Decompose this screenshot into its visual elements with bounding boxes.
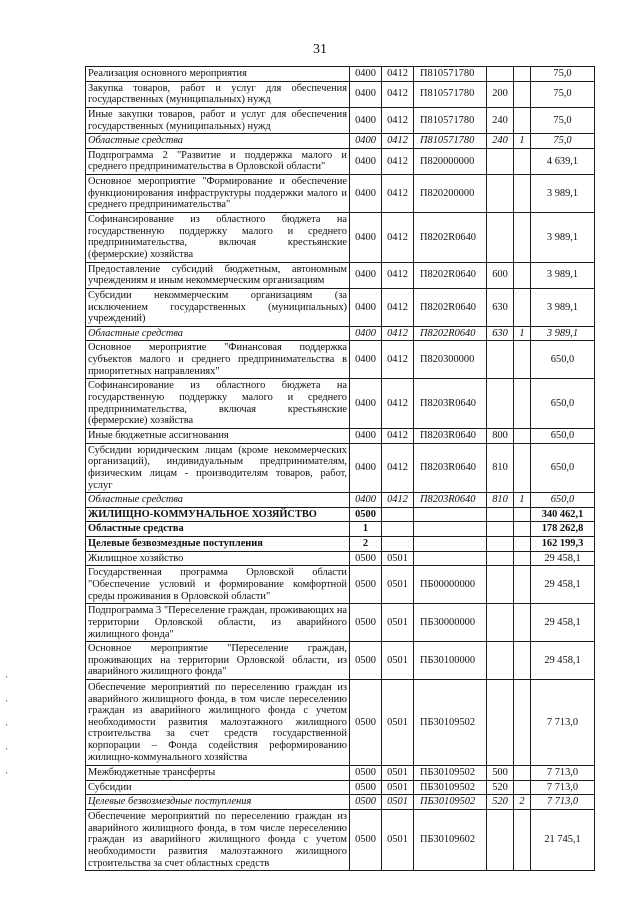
amount-cell: 3 989,1 bbox=[531, 175, 595, 213]
funding-source-cell bbox=[514, 780, 531, 795]
expense-type-cell: 520 bbox=[487, 795, 514, 810]
subsection-cell: 0501 bbox=[382, 680, 414, 766]
section-cell: 0500 bbox=[350, 780, 382, 795]
expense-type-cell: 240 bbox=[487, 134, 514, 149]
subsection-cell: 0501 bbox=[382, 642, 414, 680]
funding-source-cell bbox=[514, 551, 531, 566]
amount-cell: 75,0 bbox=[531, 81, 595, 107]
section-cell: 0500 bbox=[350, 604, 382, 642]
subsection-cell: 0501 bbox=[382, 566, 414, 604]
amount-cell: 7 713,0 bbox=[531, 795, 595, 810]
page-number: 31 bbox=[313, 42, 327, 57]
section-cell: 0500 bbox=[350, 566, 382, 604]
subsection-cell: 0501 bbox=[382, 795, 414, 810]
funding-source-cell bbox=[514, 81, 531, 107]
funding-source-cell bbox=[514, 537, 531, 552]
subsection-cell: 0412 bbox=[382, 67, 414, 82]
table-row bbox=[86, 537, 595, 552]
amount-cell: 3 989,1 bbox=[531, 326, 595, 341]
funding-source-cell bbox=[514, 175, 531, 213]
funding-source-cell bbox=[514, 341, 531, 379]
target-code-cell: П810571780 bbox=[414, 107, 487, 133]
subsection-cell: 0412 bbox=[382, 493, 414, 508]
target-code-cell: П8203R0640 bbox=[414, 493, 487, 508]
table-row bbox=[86, 107, 595, 133]
target-code-cell: ПБ00000000 bbox=[414, 566, 487, 604]
row-name-cell: Основное мероприятие "Формирование и обеспечение функционирования инфраструктуры поддержки малого и среднего предпринимательства" bbox=[86, 175, 350, 213]
row-name-cell: Софинансирование из областного бюджета на государственную поддержку малого и среднего предпринимательства, включая крестьянские (фермерские) хозяйства bbox=[86, 379, 350, 429]
amount-cell: 21 745,1 bbox=[531, 810, 595, 871]
expense-type-cell: 520 bbox=[487, 780, 514, 795]
target-code-cell: ПБ30109502 bbox=[414, 766, 487, 781]
table-row bbox=[86, 326, 595, 341]
table-row bbox=[86, 67, 595, 82]
section-cell: 0400 bbox=[350, 107, 382, 133]
section-cell: 0500 bbox=[350, 810, 382, 871]
subsection-cell bbox=[382, 522, 414, 537]
amount-cell: 4 639,1 bbox=[531, 148, 595, 174]
table-row bbox=[86, 766, 595, 781]
section-cell: 0400 bbox=[350, 379, 382, 429]
funding-source-cell bbox=[514, 766, 531, 781]
table-row bbox=[86, 551, 595, 566]
amount-cell: 7 713,0 bbox=[531, 766, 595, 781]
row-name-cell: Областные средства bbox=[86, 493, 350, 508]
funding-source-cell bbox=[514, 262, 531, 288]
target-code-cell bbox=[414, 522, 487, 537]
amount-cell: 178 262,8 bbox=[531, 522, 595, 537]
funding-source-cell bbox=[514, 680, 531, 766]
subsection-cell: 0412 bbox=[382, 443, 414, 493]
funding-source-cell bbox=[514, 604, 531, 642]
expense-type-cell: 800 bbox=[487, 428, 514, 443]
table-row bbox=[86, 566, 595, 604]
expense-type-cell: 810 bbox=[487, 443, 514, 493]
amount-cell: 162 199,3 bbox=[531, 537, 595, 552]
section-cell: 0400 bbox=[350, 81, 382, 107]
section-cell: 0400 bbox=[350, 493, 382, 508]
table-row bbox=[86, 780, 595, 795]
section-cell: 1 bbox=[350, 522, 382, 537]
amount-cell: 3 989,1 bbox=[531, 262, 595, 288]
table-row bbox=[86, 379, 595, 429]
funding-source-cell bbox=[514, 443, 531, 493]
amount-cell: 7 713,0 bbox=[531, 780, 595, 795]
section-cell: 0400 bbox=[350, 262, 382, 288]
funding-source-cell bbox=[514, 67, 531, 82]
row-name-cell: Софинансирование из областного бюджета на государственную поддержку малого и среднего предпринимательства, включая крестьянские (фермерские) хозяйства bbox=[86, 213, 350, 263]
row-name-cell: Иные бюджетные ассигнования bbox=[86, 428, 350, 443]
target-code-cell: П810571780 bbox=[414, 134, 487, 149]
table-row bbox=[86, 148, 595, 174]
subsection-cell: 0412 bbox=[382, 428, 414, 443]
amount-cell: 29 458,1 bbox=[531, 566, 595, 604]
amount-cell: 650,0 bbox=[531, 443, 595, 493]
amount-cell: 7 713,0 bbox=[531, 680, 595, 766]
funding-source-cell bbox=[514, 148, 531, 174]
amount-cell: 650,0 bbox=[531, 428, 595, 443]
amount-cell: 75,0 bbox=[531, 67, 595, 82]
subsection-cell: 0412 bbox=[382, 262, 414, 288]
table-row bbox=[86, 810, 595, 871]
section-cell: 0400 bbox=[350, 443, 382, 493]
target-code-cell: П8202R0640 bbox=[414, 288, 487, 326]
amount-cell: 75,0 bbox=[531, 134, 595, 149]
row-name-cell: Жилищное хозяйство bbox=[86, 551, 350, 566]
expense-type-cell bbox=[487, 680, 514, 766]
amount-cell: 29 458,1 bbox=[531, 642, 595, 680]
funding-source-cell bbox=[514, 507, 531, 522]
funding-source-cell: 1 bbox=[514, 134, 531, 149]
target-code-cell: ПБ30109502 bbox=[414, 795, 487, 810]
row-name-cell: Подпрограмма 2 "Развитие и поддержка малого и среднего предпринимательства в Орловской области" bbox=[86, 148, 350, 174]
expense-type-cell bbox=[487, 566, 514, 604]
row-name-cell: Субсидии юридическим лицам (кроме некоммерческих организаций), индивидуальным предпринимателям, физическим лицам - производителям товаров, работ, услуг bbox=[86, 443, 350, 493]
section-cell: 0400 bbox=[350, 341, 382, 379]
row-name-cell: Межбюджетные трансферты bbox=[86, 766, 350, 781]
subsection-cell: 0501 bbox=[382, 810, 414, 871]
funding-source-cell bbox=[514, 107, 531, 133]
funding-source-cell bbox=[514, 379, 531, 429]
row-name-cell: Обеспечение мероприятий по переселению граждан из аварийного жилищного фонда, в том числе переселению граждан из аварийного жилищного фонда с учетом необходимости развития малоэтажного жилищного строительства за счет областных средств bbox=[86, 810, 350, 871]
row-name-cell: Предоставление субсидий бюджетным, автономным учреждениям и иным некоммерческим организациям bbox=[86, 262, 350, 288]
funding-source-cell bbox=[514, 642, 531, 680]
row-name-cell: Областные средства bbox=[86, 134, 350, 149]
table-row bbox=[86, 288, 595, 326]
section-cell: 0500 bbox=[350, 680, 382, 766]
target-code-cell: ПБ30000000 bbox=[414, 604, 487, 642]
target-code-cell: П820300000 bbox=[414, 341, 487, 379]
expense-type-cell: 810 bbox=[487, 493, 514, 508]
subsection-cell: 0412 bbox=[382, 148, 414, 174]
section-cell: 0500 bbox=[350, 795, 382, 810]
subsection-cell: 0412 bbox=[382, 107, 414, 133]
subsection-cell: 0412 bbox=[382, 213, 414, 263]
funding-source-cell bbox=[514, 428, 531, 443]
subsection-cell: 0501 bbox=[382, 551, 414, 566]
target-code-cell bbox=[414, 551, 487, 566]
table-row bbox=[86, 341, 595, 379]
expense-type-cell bbox=[487, 148, 514, 174]
table-row bbox=[86, 680, 595, 766]
subsection-cell bbox=[382, 537, 414, 552]
subsection-cell: 0501 bbox=[382, 604, 414, 642]
funding-source-cell: 2 bbox=[514, 795, 531, 810]
section-cell: 0400 bbox=[350, 175, 382, 213]
expense-type-cell: 240 bbox=[487, 107, 514, 133]
expense-type-cell bbox=[487, 175, 514, 213]
subsection-cell: 0412 bbox=[382, 175, 414, 213]
subsection-cell: 0412 bbox=[382, 81, 414, 107]
expense-type-cell bbox=[487, 642, 514, 680]
table-row bbox=[86, 175, 595, 213]
expense-type-cell: 200 bbox=[487, 81, 514, 107]
section-cell: 0500 bbox=[350, 766, 382, 781]
table-row bbox=[86, 604, 595, 642]
row-name-cell: Целевые безвозмездные поступления bbox=[86, 537, 350, 552]
row-name-cell: Основное мероприятие "Финансовая поддержка субъектов малого и среднего предпринимательства в приоритетных направлениях" bbox=[86, 341, 350, 379]
section-cell: 0400 bbox=[350, 148, 382, 174]
row-name-cell: ЖИЛИЩНО-КОММУНАЛЬНОЕ ХОЗЯЙСТВО bbox=[86, 507, 350, 522]
amount-cell: 29 458,1 bbox=[531, 604, 595, 642]
funding-source-cell bbox=[514, 810, 531, 871]
subsection-cell: 0501 bbox=[382, 766, 414, 781]
table-row bbox=[86, 428, 595, 443]
target-code-cell: П8203R0640 bbox=[414, 428, 487, 443]
section-cell: 0400 bbox=[350, 326, 382, 341]
row-name-cell: Государственная программа Орловской области "Обеспечение условий и формирование комфортной среды проживания в Орловской области" bbox=[86, 566, 350, 604]
expense-type-cell: 600 bbox=[487, 262, 514, 288]
target-code-cell: П820000000 bbox=[414, 148, 487, 174]
expense-type-cell bbox=[487, 507, 514, 522]
table-row bbox=[86, 642, 595, 680]
target-code-cell bbox=[414, 537, 487, 552]
table-row bbox=[86, 262, 595, 288]
table-row bbox=[86, 81, 595, 107]
amount-cell: 29 458,1 bbox=[531, 551, 595, 566]
budget-table bbox=[85, 66, 595, 871]
funding-source-cell bbox=[514, 213, 531, 263]
row-name-cell: Областные средства bbox=[86, 326, 350, 341]
funding-source-cell bbox=[514, 288, 531, 326]
row-name-cell: Закупка товаров, работ и услуг для обеспечения государственных (муниципальных) нужд bbox=[86, 81, 350, 107]
section-cell: 0400 bbox=[350, 288, 382, 326]
row-name-cell: Областные средства bbox=[86, 522, 350, 537]
section-cell: 2 bbox=[350, 537, 382, 552]
row-name-cell: Субсидии некоммерческим организациям (за исключением государственных (муниципальных) учреждений) bbox=[86, 288, 350, 326]
table-row bbox=[86, 213, 595, 263]
amount-cell: 75,0 bbox=[531, 107, 595, 133]
expense-type-cell bbox=[487, 522, 514, 537]
section-cell: 0500 bbox=[350, 507, 382, 522]
subsection-cell bbox=[382, 507, 414, 522]
subsection-cell: 0412 bbox=[382, 326, 414, 341]
table-row bbox=[86, 493, 595, 508]
table-row bbox=[86, 134, 595, 149]
funding-source-cell bbox=[514, 566, 531, 604]
amount-cell: 650,0 bbox=[531, 379, 595, 429]
target-code-cell: П810571780 bbox=[414, 67, 487, 82]
target-code-cell: ПБ30100000 bbox=[414, 642, 487, 680]
target-code-cell: П8203R0640 bbox=[414, 443, 487, 493]
section-cell: 0400 bbox=[350, 67, 382, 82]
expense-type-cell: 630 bbox=[487, 288, 514, 326]
target-code-cell: П8202R0640 bbox=[414, 213, 487, 263]
expense-type-cell bbox=[487, 551, 514, 566]
subsection-cell: 0412 bbox=[382, 288, 414, 326]
table-row bbox=[86, 507, 595, 522]
target-code-cell: П820200000 bbox=[414, 175, 487, 213]
subsection-cell: 0412 bbox=[382, 341, 414, 379]
amount-cell: 650,0 bbox=[531, 341, 595, 379]
subsection-cell: 0412 bbox=[382, 379, 414, 429]
funding-source-cell bbox=[514, 522, 531, 537]
row-name-cell: Субсидии bbox=[86, 780, 350, 795]
table-row bbox=[86, 443, 595, 493]
expense-type-cell: 630 bbox=[487, 326, 514, 341]
table-row bbox=[86, 522, 595, 537]
target-code-cell: П8202R0640 bbox=[414, 262, 487, 288]
target-code-cell: ПБ30109502 bbox=[414, 780, 487, 795]
section-cell: 0400 bbox=[350, 213, 382, 263]
target-code-cell: П810571780 bbox=[414, 81, 487, 107]
expense-type-cell bbox=[487, 341, 514, 379]
amount-cell: 3 989,1 bbox=[531, 288, 595, 326]
row-name-cell: Иные закупки товаров, работ и услуг для обеспечения государственных (муниципальных) нужд bbox=[86, 107, 350, 133]
scan-margin-dots bbox=[0, 0, 20, 905]
amount-cell: 340 462,1 bbox=[531, 507, 595, 522]
funding-source-cell: 1 bbox=[514, 326, 531, 341]
expense-type-cell bbox=[487, 213, 514, 263]
expense-type-cell bbox=[487, 537, 514, 552]
row-name-cell: Реализация основного мероприятия bbox=[86, 67, 350, 82]
section-cell: 0500 bbox=[350, 642, 382, 680]
row-name-cell: Целевые безвозмездные поступления bbox=[86, 795, 350, 810]
section-cell: 0500 bbox=[350, 551, 382, 566]
funding-source-cell: 1 bbox=[514, 493, 531, 508]
target-code-cell: П8203R0640 bbox=[414, 379, 487, 429]
subsection-cell: 0501 bbox=[382, 780, 414, 795]
row-name-cell: Подпрограмма 3 "Переселение граждан, проживающих на территории Орловской области, из аварийного жилищного фонда" bbox=[86, 604, 350, 642]
target-code-cell bbox=[414, 507, 487, 522]
table-body bbox=[86, 67, 595, 871]
target-code-cell: ПБ30109502 bbox=[414, 680, 487, 766]
amount-cell: 3 989,1 bbox=[531, 213, 595, 263]
expense-type-cell bbox=[487, 67, 514, 82]
table-row bbox=[86, 795, 595, 810]
amount-cell: 650,0 bbox=[531, 493, 595, 508]
expense-type-cell bbox=[487, 379, 514, 429]
section-cell: 0400 bbox=[350, 134, 382, 149]
target-code-cell: ПБ30109602 bbox=[414, 810, 487, 871]
subsection-cell: 0412 bbox=[382, 134, 414, 149]
row-name-cell: Основное мероприятие "Переселение граждан, проживающих на территории Орловской области, из аварийного жилищного фонда" bbox=[86, 642, 350, 680]
expense-type-cell: 500 bbox=[487, 766, 514, 781]
section-cell: 0400 bbox=[350, 428, 382, 443]
expense-type-cell bbox=[487, 810, 514, 871]
target-code-cell: П8202R0640 bbox=[414, 326, 487, 341]
expense-type-cell bbox=[487, 604, 514, 642]
row-name-cell: Обеспечение мероприятий по переселению граждан из аварийного жилищного фонда, в том числе переселению граждан из аварийного жилищного фонда с учетом необходимости развития малоэтажного жилищного строительства за счет средств государственной корпорации – Фонда содействия реформированию жилищно-коммунального хозяйства bbox=[86, 680, 350, 766]
